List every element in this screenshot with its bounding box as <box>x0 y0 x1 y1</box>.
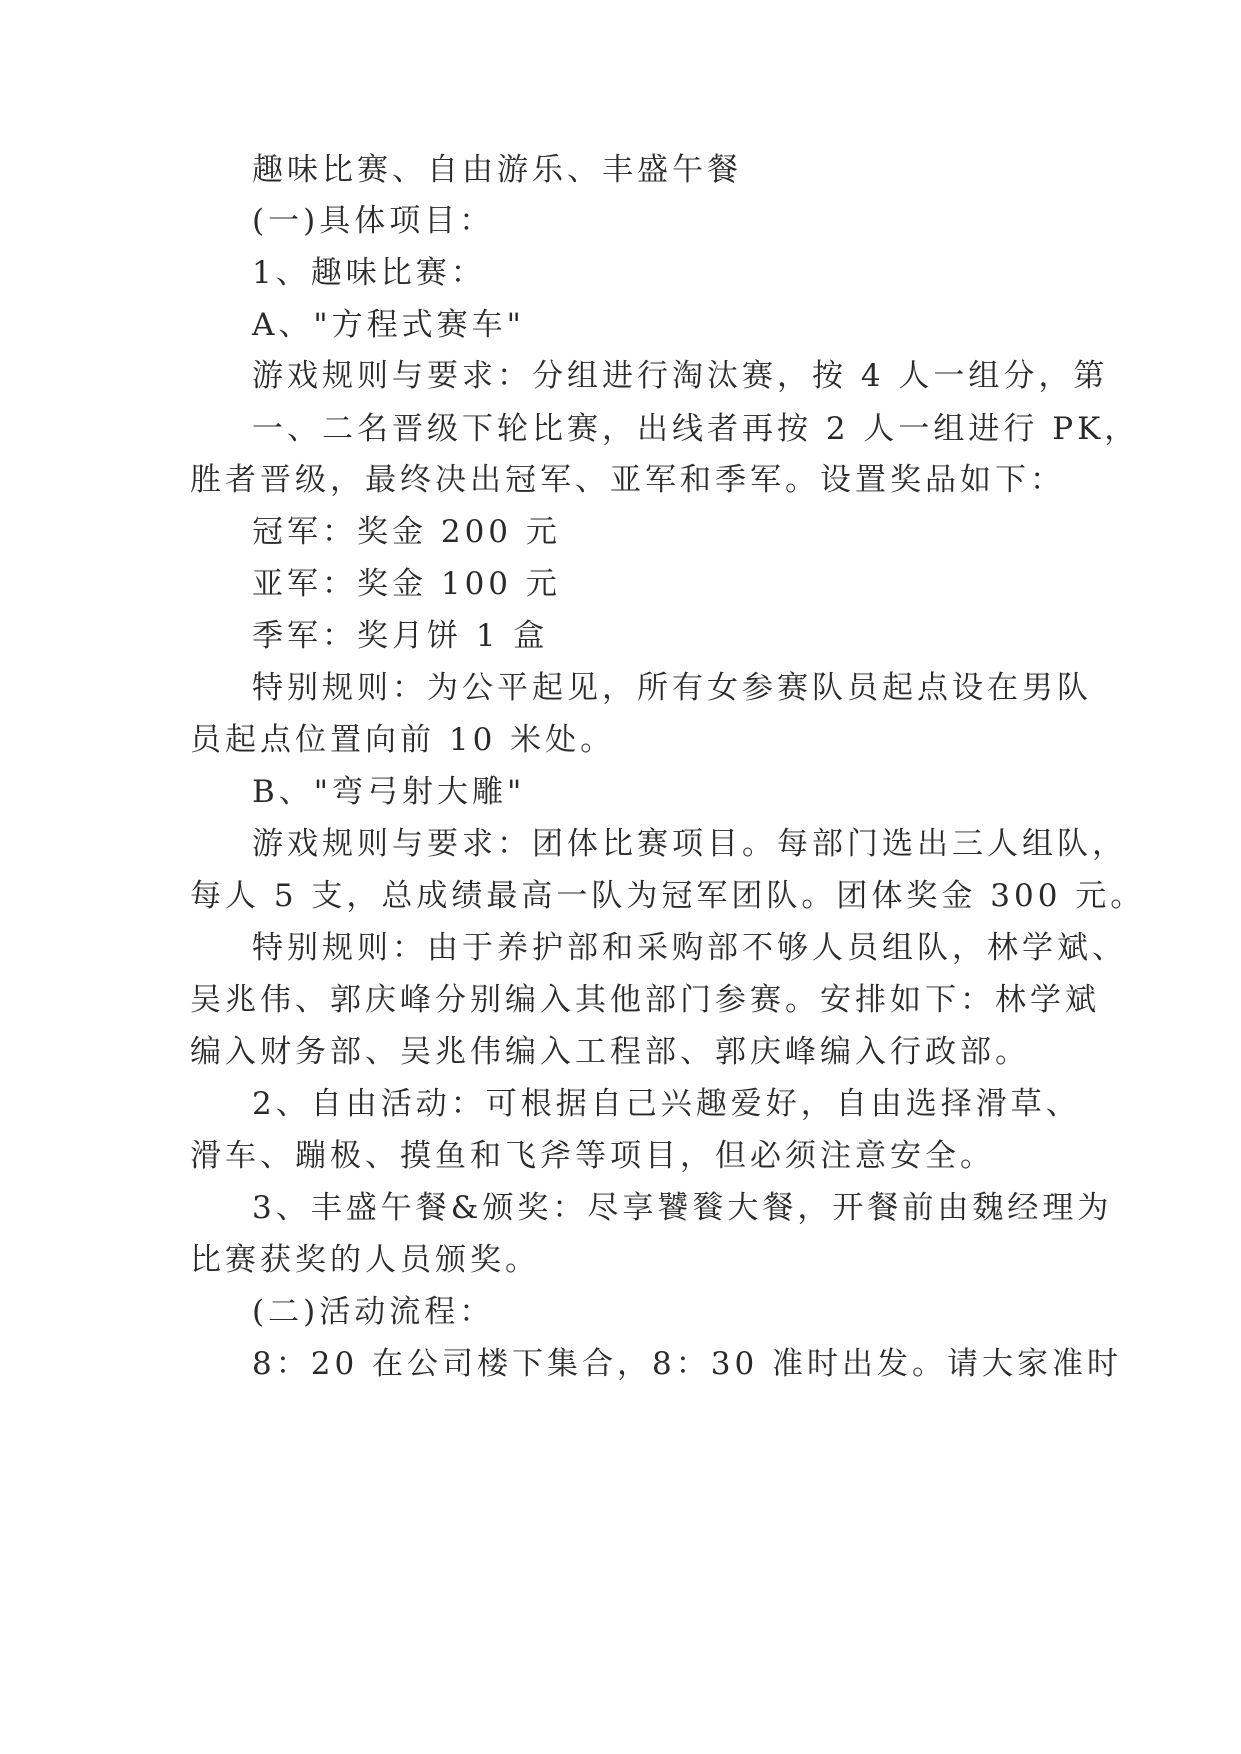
text-line: 2、自由活动：可根据自己兴趣爱好，自由选择滑草、 <box>252 1086 1081 1122</box>
text-line: 游戏规则与要求：团体比赛项目。每部门选出三人组队， <box>252 826 1127 862</box>
text-line: 3、丰盛午餐&颁奖：尽享饕餮大餐，开餐前由魏经理为 <box>252 1190 1113 1226</box>
text-line: 比赛获奖的人员颁奖。 <box>190 1242 540 1278</box>
text-line: (一)具体项目： <box>252 203 495 239</box>
text-line: 趣味比赛、自由游乐、丰盛午餐 <box>252 152 742 188</box>
text-line: 季军：奖月饼 1 盒 <box>252 618 549 654</box>
text-line: 员起点位置向前 10 米处。 <box>190 722 616 758</box>
text-line: 8：20 在公司楼下集合，8：30 准时出发。请大家准时 <box>252 1346 1123 1382</box>
text-line: 一、二名晋级下轮比赛，出线者再按 2 人一组进行 PK， <box>252 411 1140 447</box>
text-line: 特别规则：由于养护部和采购部不够人员组队，林学斌、 <box>252 930 1127 966</box>
text-line: 冠军：奖金 200 元 <box>252 514 561 550</box>
text-line: A、"方程式赛车" <box>252 307 525 343</box>
text-line: 特别规则：为公平起见，所有女参赛队员起点设在男队 <box>252 670 1092 706</box>
text-line: 滑车、蹦极、摸鱼和飞斧等项目，但必须注意安全。 <box>190 1138 995 1174</box>
text-line: 1、趣味比赛： <box>252 255 486 291</box>
text-line: (二)活动流程： <box>252 1294 495 1330</box>
text-line: 吴兆伟、郭庆峰分别编入其他部门参赛。安排如下：林学斌 <box>190 982 1100 1018</box>
text-line: B、"弯弓射大雕" <box>252 774 526 810</box>
text-line: 亚军：奖金 100 元 <box>252 566 561 602</box>
text-line: 每人 5 支，总成绩最高一队为冠军团队。团体奖金 300 元。 <box>190 878 1146 914</box>
text-line: 游戏规则与要求：分组进行淘汰赛，按 4 人一组分，第 <box>252 358 1109 394</box>
text-line: 编入财务部、吴兆伟编入工程部、郭庆峰编入行政部。 <box>190 1034 1030 1070</box>
text-line: 胜者晋级，最终决出冠军、亚军和季军。设置奖品如下： <box>190 462 1065 498</box>
